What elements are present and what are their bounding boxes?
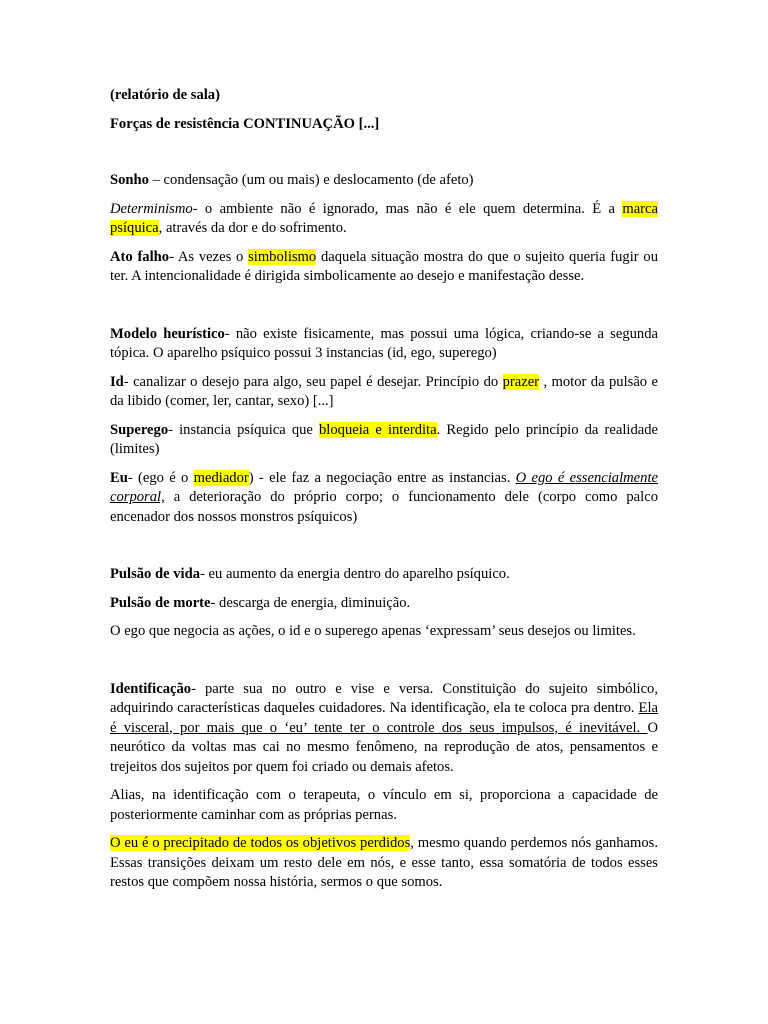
spacer: [110, 143, 658, 171]
determinismo-text-1: - o ambiente não é ignorado, mas não é ele quem determina. É a: [192, 200, 623, 217]
spacer: [110, 651, 658, 680]
precipitado-text: , mesmo quando perdemos nós ganhamos. Essas transições deixam um resto dele em nós, e esse tanto, essa somatória de todos esses restos que compõem nossa história, sermos o que somos.: [110, 835, 658, 890]
term-modelo-heuristico: Modelo heurístico: [110, 325, 225, 342]
section-heading: [110, 115, 658, 135]
paragraph-pulsao-vida: [110, 565, 658, 585]
term-id: Id: [110, 373, 124, 390]
paragraph-precipitado: [110, 834, 658, 893]
term-pulsao-vida: Pulsão de vida: [110, 566, 201, 582]
pulsao-morte-text: - descarga de energia, diminuição.: [210, 594, 411, 611]
pulsao-vida-text: - eu aumento da energia dentro do aparelho psíquico.: [200, 566, 510, 582]
spacer: [110, 536, 658, 565]
term-ato-falho: Ato falho: [110, 248, 170, 265]
paragraph-alias: [110, 786, 658, 825]
report-note-text: (relatório de sala): [110, 87, 220, 103]
id-text-1: - canalizar o desejo para algo, seu papel é desejar. Princípio do: [123, 373, 503, 390]
identificacao-text-2: O neurótico da voltas mas cai no mesmo fenômeno, na reprodução de atos, pensamentos e trejeitos dos sujeitos por quem foi criado ou demais afetos.: [110, 719, 658, 775]
ego-negocia-text: O ego que negocia as ações, o id e o superego apenas ‘expressam’ seus desejos ou limites.: [110, 623, 636, 639]
ato-falho-text-2: daquela situação mostra do que o sujeito queria fugir ou ter. A intencionalidade é dirigida simbolicamente ao desejo e manifestação desse.: [110, 248, 658, 284]
superego-text-1: - instancia psíquica que: [168, 421, 319, 438]
paragraph-superego: [110, 421, 658, 460]
term-eu: Eu: [110, 469, 128, 486]
term-pulsao-morte: Pulsão de morte: [110, 594, 211, 611]
identificacao-text-1: - parte sua no outro e vise e versa. Constituição do sujeito simbólico, adquirindo características daqueles cuidadores. Na identificação, ela te coloca pra dentro.: [110, 680, 658, 716]
ato-falho-text-1: - As vezes o: [169, 248, 249, 265]
highlight-prazer: prazer: [502, 373, 540, 390]
paragraph-modelo-heuristico: [110, 325, 658, 364]
term-superego: Superego: [110, 421, 169, 438]
highlight-precipitado: O eu é o precipitado de todos os objetivos perdidos: [110, 835, 411, 851]
id-text-2: , motor da pulsão e da libido (comer, ler, cantar, sexo) [...]: [110, 373, 658, 409]
eu-text-1: - (ego é o: [127, 469, 194, 486]
term-determinismo: Determinismo: [110, 200, 193, 217]
paragraph-pulsao-morte: [110, 594, 658, 614]
spacer: [110, 296, 658, 325]
paragraph-ego-negocia: [110, 622, 658, 642]
eu-underlined-italic: O ego é essencialmente corporal,: [110, 469, 658, 505]
paragraph-id: [110, 373, 658, 412]
identificacao-underlined: Ela é visceral, por mais que o ‘eu’ tente ter o controle dos seus impulsos, é inevitável.: [110, 700, 658, 736]
highlight-bloqueia-interdita: bloqueia e interdita: [319, 421, 437, 438]
eu-text-2: ) - ele faz a negociação entre as instancias.: [248, 469, 516, 486]
paragraph-eu: [110, 469, 658, 528]
term-sonho: Sonho: [110, 172, 149, 188]
report-note: [110, 86, 658, 106]
highlight-mediador: mediador: [193, 469, 249, 486]
section-heading-text: Forças de resistência CONTINUAÇÃO [...]: [110, 115, 380, 132]
paragraph-sonho: [110, 171, 658, 191]
highlight-marca-psiquica: marca psíquica: [110, 200, 658, 236]
document-body: [110, 86, 658, 902]
modelo-text: - não existe fisicamente, mas possui uma lógica, criando-se a segunda tópica. O aparelho psíquico possui 3 instancias (id, ego, superego): [110, 325, 658, 361]
paragraph-identificacao: [110, 680, 658, 778]
paragraph-ato-falho: [110, 248, 658, 287]
eu-text-3: a deterioração do próprio corpo; o funcionamento dele (corpo como palco encenador dos nossos monstros psíquicos): [110, 489, 658, 525]
paragraph-determinismo: [110, 200, 658, 239]
highlight-simbolismo: simbolismo: [248, 248, 317, 265]
term-identificacao: Identificação: [110, 680, 192, 697]
determinismo-text-2: , através da dor e do sofrimento.: [158, 220, 347, 236]
superego-text-2: . Regido pelo princípio da realidade (limites): [110, 421, 658, 457]
sonho-text: – condensação (um ou mais) e deslocamento (de afeto): [148, 172, 474, 188]
alias-text: Alias, na identificação com o terapeuta, o vínculo em si, proporciona a capacidade de posteriormente caminhar com as próprias pernas.: [110, 787, 658, 823]
